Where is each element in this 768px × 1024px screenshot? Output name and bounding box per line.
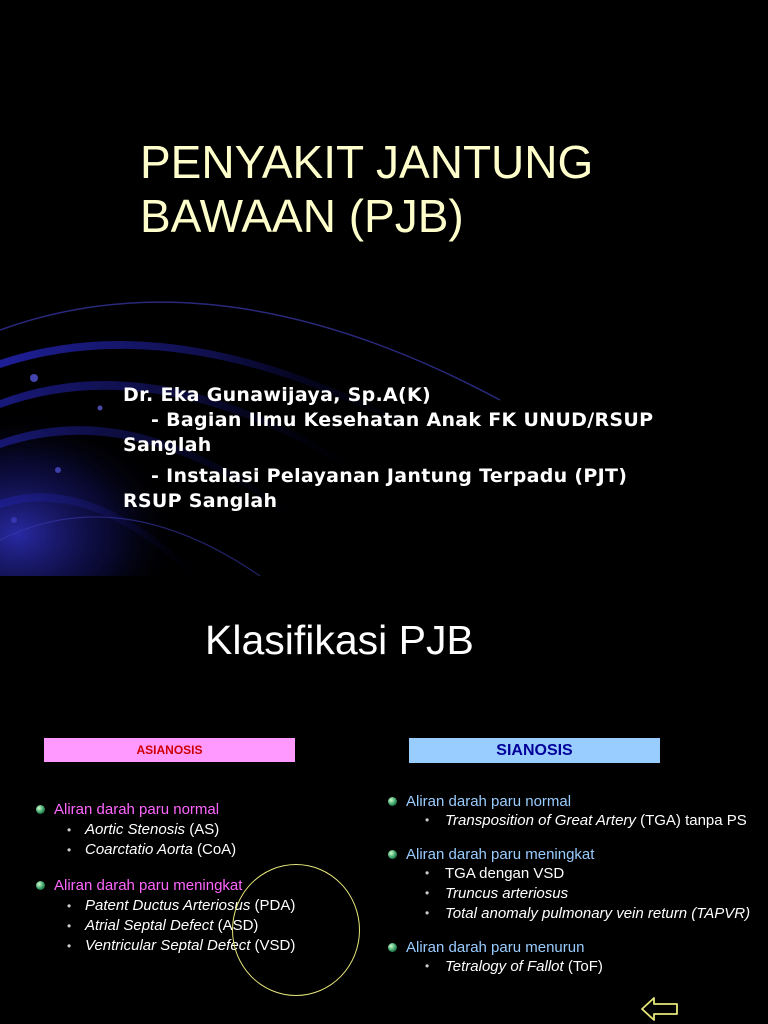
asianosis-label-box: ASIANOSIS <box>44 738 295 762</box>
list-item <box>388 865 758 882</box>
affiliation-2: - Instalasi Pelayanan Jantung Terpadu (PJT) <box>151 465 628 487</box>
bullet-dot-icon: • <box>67 823 72 837</box>
item-italic: Ventricular Septal Defect <box>85 937 251 954</box>
list-item <box>388 905 758 922</box>
item-rest: (CoA) <box>192 841 237 858</box>
bullet-dot-icon: • <box>67 939 72 953</box>
group-heading-text: Aliran darah paru meningkat <box>406 846 595 863</box>
author-name: Dr. Eka Gunawijaya, Sp.A(K) <box>123 384 432 406</box>
left-arrow-icon <box>640 996 680 1022</box>
affiliation-1: - Bagian Ilmu Kesehatan Anak FK UNUD/RSUP <box>151 409 654 431</box>
sianosis-group-normal <box>388 792 758 829</box>
bullet-dot-icon: • <box>67 899 72 913</box>
list-item <box>388 812 758 829</box>
green-sphere-bullet-icon <box>388 850 397 859</box>
bullet-dot-icon: • <box>425 906 430 920</box>
sianosis-group-increased <box>388 845 758 922</box>
slide-title-text: PENYAKIT JANTUNG BAWAAN (PJB) <box>140 136 594 242</box>
item-italic: Transposition of Great Artery <box>445 812 636 829</box>
item-list <box>388 958 758 975</box>
item-rest: (PDA) <box>250 897 296 914</box>
sianosis-group-decreased <box>388 938 758 975</box>
bullet-dot-icon: • <box>425 886 430 900</box>
list-item <box>36 820 366 840</box>
list-item <box>388 885 758 902</box>
highlight-ellipse <box>232 864 360 996</box>
item-rest: (TGA) tanpa PS <box>635 812 747 829</box>
group-heading <box>36 800 366 820</box>
group-heading-text: Aliran darah paru menurun <box>406 939 585 956</box>
asianosis-group-normal <box>36 800 366 860</box>
item-rest: (VSD) <box>250 937 296 954</box>
list-item <box>388 958 758 975</box>
affiliation-1-continued: Sanglah <box>123 434 212 456</box>
item-italic: Aortic Stenosis <box>85 821 186 838</box>
slide-classification <box>0 576 768 1024</box>
group-heading-text: Aliran darah paru meningkat <box>54 877 243 894</box>
bullet-dot-icon: • <box>425 959 430 973</box>
group-heading <box>388 938 758 958</box>
item-rest: (ToF) <box>563 958 603 975</box>
item-rest: TGA dengan VSD <box>445 865 565 882</box>
bullet-dot-icon: • <box>425 813 430 827</box>
group-heading-text: Aliran darah paru normal <box>54 801 220 818</box>
item-italic: Total anomaly pulmonary vein return (TAPVR) <box>445 905 751 922</box>
bullet-dot-icon: • <box>67 919 72 933</box>
bullet-dot-icon: • <box>67 843 72 857</box>
affiliation-2-continued: RSUP Sanglah <box>123 490 278 512</box>
item-italic: Atrial Septal Defect <box>85 917 214 934</box>
group-heading-text: Aliran darah paru normal <box>406 793 572 810</box>
sianosis-label-box: SIANOSIS <box>409 738 660 763</box>
item-italic: Coarctatio Aorta <box>85 841 193 858</box>
item-italic: Truncus arteriosus <box>445 885 569 902</box>
item-list <box>388 865 758 922</box>
group-heading <box>388 845 758 865</box>
item-list <box>388 812 758 829</box>
sianosis-column <box>388 792 758 991</box>
green-sphere-bullet-icon <box>388 797 397 806</box>
bullet-dot-icon: • <box>425 866 430 880</box>
item-list <box>36 820 366 860</box>
item-rest: (AS) <box>185 821 220 838</box>
item-italic: Patent Ductus Arteriosus <box>85 897 251 914</box>
item-italic: Tetralogy of Fallot <box>445 958 564 975</box>
slide-classification-title: Klasifikasi PJB <box>205 617 474 663</box>
green-sphere-bullet-icon <box>36 805 45 814</box>
author-block <box>123 383 743 514</box>
item-rest: (ASD) <box>213 917 259 934</box>
green-sphere-bullet-icon <box>36 881 45 890</box>
group-heading <box>388 792 758 812</box>
green-sphere-bullet-icon <box>388 943 397 952</box>
list-item <box>36 840 366 860</box>
